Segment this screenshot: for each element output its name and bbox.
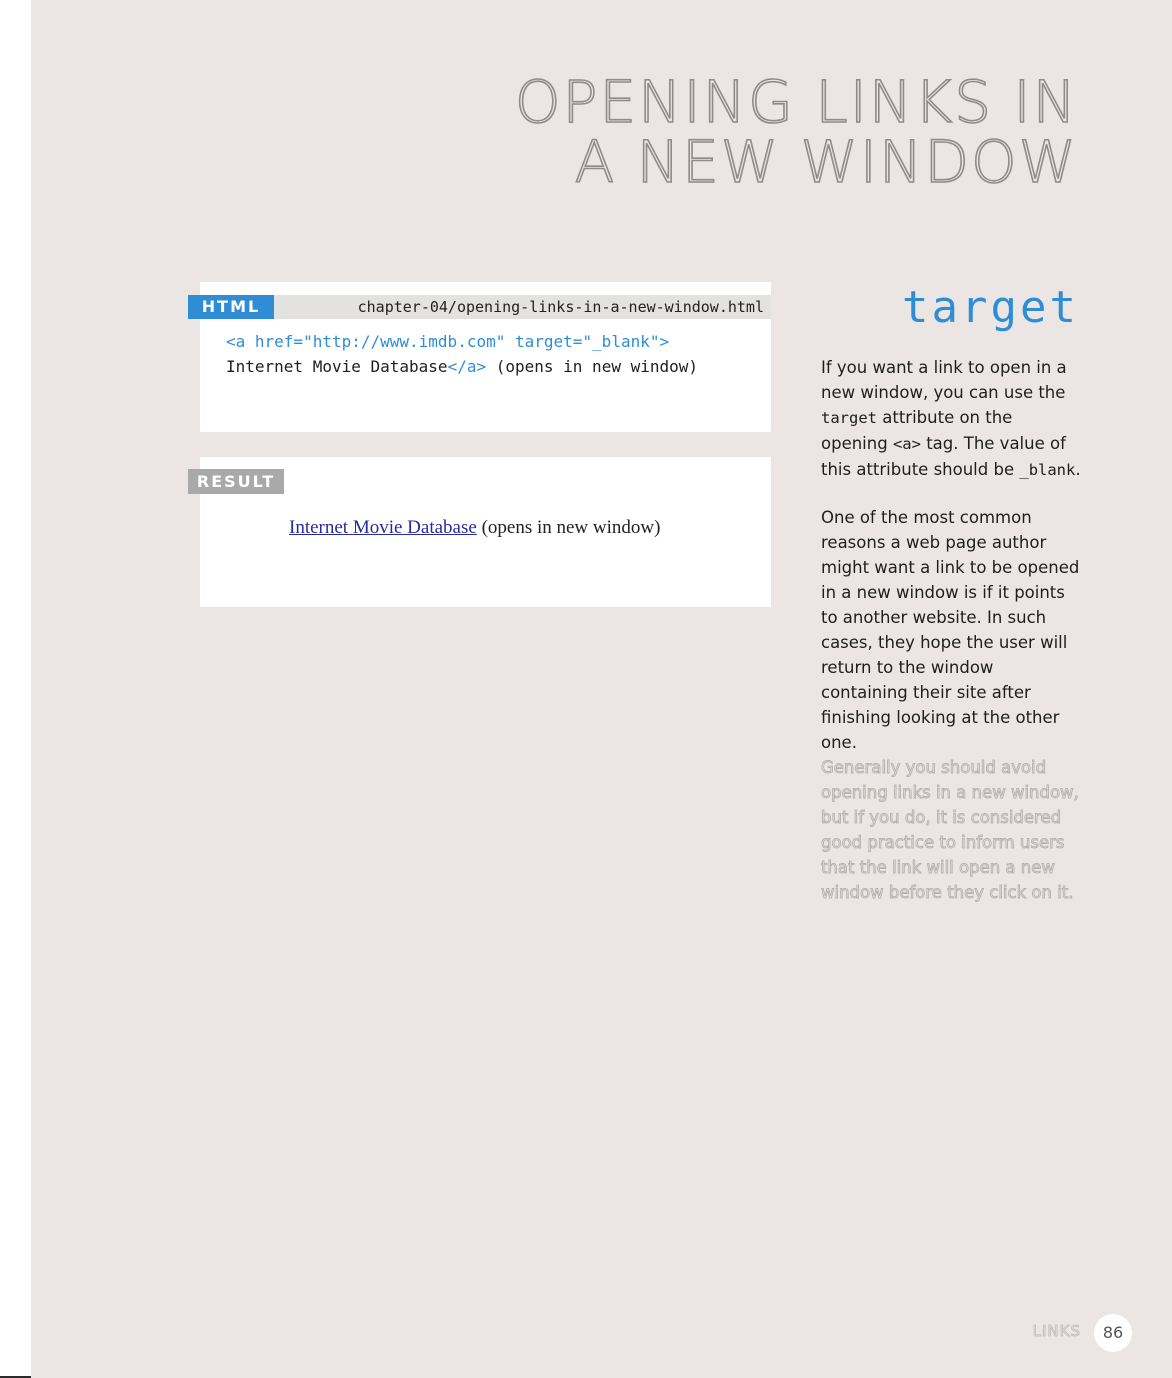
result-link[interactable]: Internet Movie Database — [289, 517, 477, 538]
code-target: target — [821, 409, 877, 427]
code-line-1-tag: <a href="http://www.imdb.com" target="_blank"> — [226, 332, 670, 351]
footer-section-label: LINKS — [1032, 1322, 1081, 1340]
code-line-2-after: (opens in new window) — [486, 357, 699, 376]
result-after-text: (opens in new window) — [476, 517, 661, 538]
attribute-heading: target — [902, 282, 1079, 333]
code-line-2-close-tag: </a> — [447, 357, 487, 376]
result-output — [289, 517, 660, 539]
paragraph-1 — [821, 355, 1081, 483]
page-title-line-1: OPENING LINKS IN — [514, 68, 1078, 136]
page-title-line-2: A NEW WINDOW — [574, 128, 1078, 196]
paragraph-1-part-b: attribute on the opening — [821, 408, 1013, 453]
paragraph-1-part-d: . — [1075, 460, 1081, 479]
paragraph-3: Generally you should avoid opening links in a new window, but if you do, it is considered good practice to inform users that the link will open a new window before they click on it. — [821, 758, 1079, 902]
html-label: HTML — [188, 295, 274, 319]
code-blank: _blank — [1019, 461, 1076, 479]
code-line-2-text: Internet Movie Database — [226, 357, 448, 376]
paragraph-2: One of the most common reasons a web page author might want a link to be opened in a new window is if it points to another website. In such cases, they hope the user will return to the window containing their site after finishing looking at the other one. — [821, 508, 1080, 752]
paragraph-1-part-a: If you want a link to open in a new window, you can use the — [821, 358, 1067, 402]
page-number-badge: 86 — [1094, 1314, 1132, 1352]
code-a-tag: <a> — [892, 435, 921, 453]
paragraph-1-part-c: tag. The value of this attribute should be — [821, 434, 1066, 479]
code-listing — [226, 329, 698, 379]
page-title — [514, 68, 1078, 196]
code-filename: chapter-04/opening-links-in-a-new-window.html — [357, 298, 764, 316]
result-label: RESULT — [188, 469, 284, 494]
